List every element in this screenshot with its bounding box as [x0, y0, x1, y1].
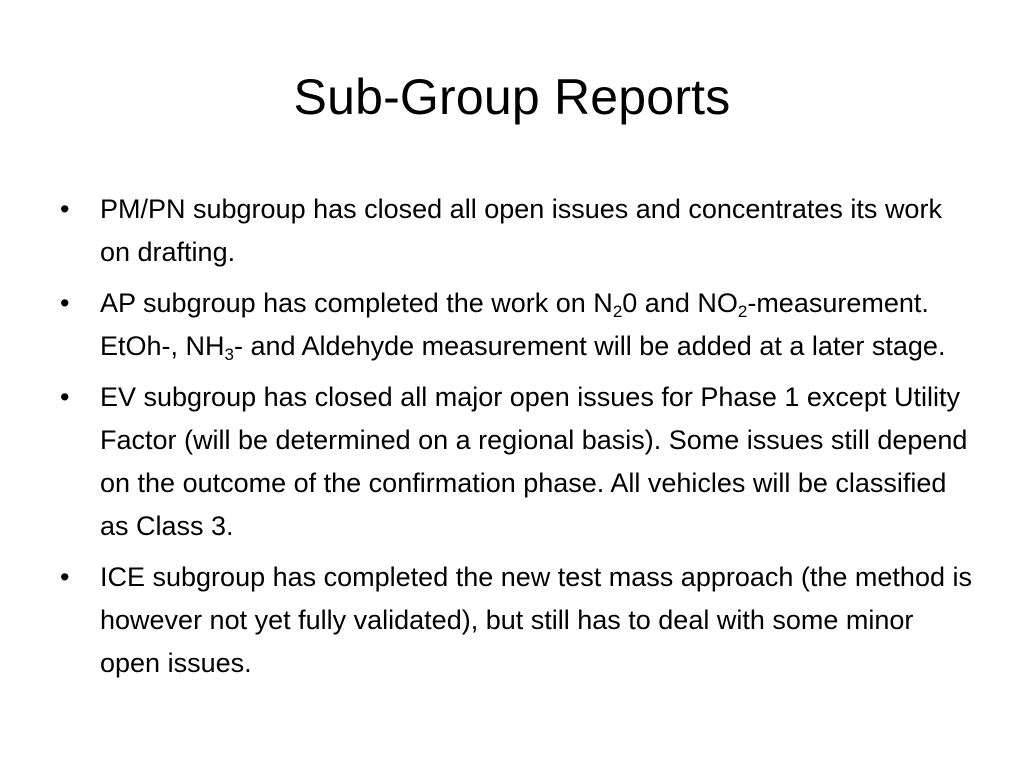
bullet-list — [60, 188, 975, 693]
bullet-item-ev — [60, 376, 975, 548]
bullet-text — [100, 194, 942, 267]
bullet-icon: • — [60, 562, 70, 592]
bullet-text-part: - and Aldehyde measurement will be added at a later stage. — [234, 331, 946, 361]
bullet-text — [100, 288, 946, 364]
bullet-text — [100, 382, 967, 541]
bullet-item-pm-pn — [60, 188, 975, 274]
bullet-icon: • — [60, 288, 70, 318]
subscript: 2 — [737, 302, 748, 321]
slide-title: Sub-Group Reports — [293, 69, 731, 125]
bullet-item-ap — [60, 282, 975, 368]
bullet-text-part: EV subgroup has closed all major open issues for Phase 1 except Utility Factor (will be determined on a regional basis). Some issues still depend on the outcome of the confirmation phase. All vehicles will be classified as Class 3. — [100, 382, 968, 541]
subscript: 3 — [224, 345, 234, 364]
bullet-text-part: PM/PN subgroup has closed all open issues and concentrates its work on drafting. — [100, 194, 942, 267]
bullet-text-part: -measurement. EtOh-, NH — [100, 288, 929, 361]
bullet-icon: • — [60, 194, 70, 224]
subscript: 2 — [612, 302, 623, 321]
bullet-text-part: AP subgroup has completed the work on N — [100, 288, 613, 318]
bullet-text-part: 0 and NO — [622, 288, 738, 318]
bullet-icon: • — [60, 382, 70, 412]
bullet-item-ice — [60, 556, 975, 685]
bullet-text — [100, 562, 972, 678]
bullet-text-part: ICE subgroup has completed the new test mass approach (the method is however not yet fully validated), but still has to deal with some minor open issues. — [100, 562, 972, 678]
